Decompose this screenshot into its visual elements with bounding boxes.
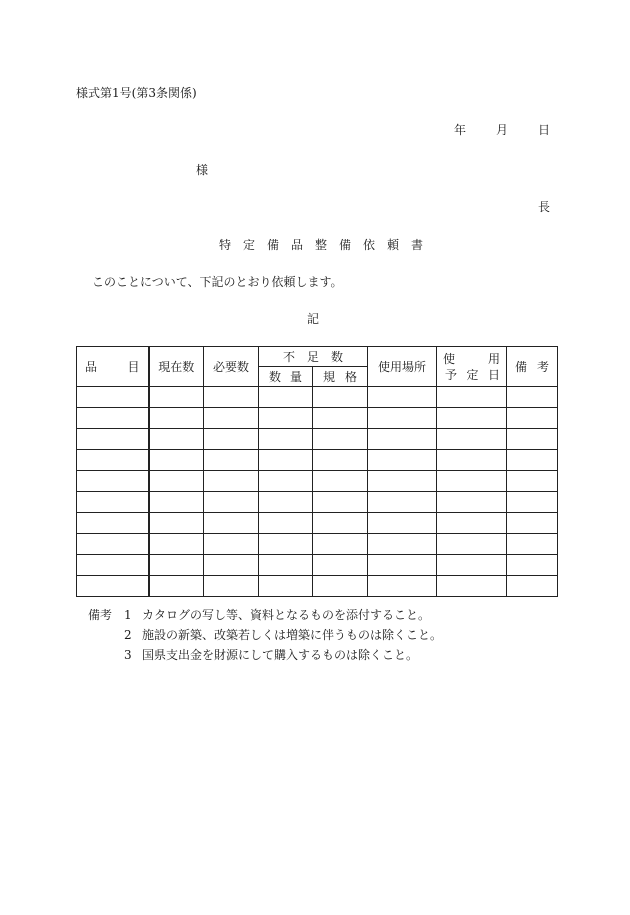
date-line — [454, 121, 550, 138]
ki-heading: 記 — [307, 312, 320, 326]
header-required: 必要数 — [204, 347, 259, 387]
table-cell[interactable] — [259, 492, 313, 513]
table-cell[interactable] — [204, 387, 259, 408]
table-cell[interactable] — [77, 387, 149, 408]
table-cell[interactable] — [313, 534, 368, 555]
table-cell[interactable] — [368, 513, 437, 534]
notes — [88, 605, 442, 665]
table-cell[interactable] — [149, 576, 204, 597]
table-row — [77, 576, 558, 597]
table-cell[interactable] — [437, 576, 507, 597]
table-cell[interactable] — [368, 492, 437, 513]
title-char: 特 — [218, 238, 231, 252]
table-cell[interactable] — [368, 429, 437, 450]
table-cell[interactable] — [149, 429, 204, 450]
title-char: 整 — [314, 238, 327, 252]
table-cell[interactable] — [259, 387, 313, 408]
table-row — [77, 534, 558, 555]
table-cell[interactable] — [437, 429, 507, 450]
table-cell[interactable] — [313, 576, 368, 597]
header-item: 品 目 — [77, 347, 149, 387]
title-char: 定 — [242, 238, 255, 252]
table-cell[interactable] — [259, 450, 313, 471]
request-table — [76, 346, 558, 597]
table-row — [77, 492, 558, 513]
sender-suffix: 長 — [537, 200, 550, 214]
header-location: 使用場所 — [368, 347, 437, 387]
table-cell[interactable] — [313, 471, 368, 492]
table-cell[interactable] — [507, 408, 558, 429]
table-cell[interactable] — [149, 450, 204, 471]
table-cell[interactable] — [204, 513, 259, 534]
table-cell[interactable] — [204, 429, 259, 450]
table-cell[interactable] — [507, 450, 558, 471]
table-cell[interactable] — [507, 429, 558, 450]
table-row — [77, 450, 558, 471]
title-char: 備 — [266, 238, 279, 252]
header-remarks: 備 考 — [507, 347, 558, 387]
table-cell[interactable] — [368, 387, 437, 408]
table-cell[interactable] — [77, 534, 149, 555]
table-cell[interactable] — [437, 534, 507, 555]
table-cell[interactable] — [313, 429, 368, 450]
table-cell[interactable] — [437, 408, 507, 429]
table-cell[interactable] — [437, 555, 507, 576]
table-cell[interactable] — [204, 576, 259, 597]
table-cell[interactable] — [259, 429, 313, 450]
table-cell[interactable] — [149, 471, 204, 492]
table-cell[interactable] — [437, 492, 507, 513]
table-cell[interactable] — [259, 471, 313, 492]
intro-text: このことについて、下記のとおり依頼します。 — [92, 275, 343, 289]
addressee-suffix: 様 — [196, 163, 209, 177]
table-cell[interactable] — [77, 429, 149, 450]
title-char: 書 — [410, 238, 423, 252]
table-cell[interactable] — [259, 408, 313, 429]
table-cell[interactable] — [259, 534, 313, 555]
table-cell[interactable] — [313, 492, 368, 513]
title-char: 頼 — [386, 238, 399, 252]
table-cell[interactable] — [507, 534, 558, 555]
table-cell[interactable] — [259, 576, 313, 597]
table-cell[interactable] — [77, 576, 149, 597]
table-cell[interactable] — [259, 555, 313, 576]
table-cell[interactable] — [507, 471, 558, 492]
header-current: 現在数 — [149, 347, 204, 387]
table-cell[interactable] — [149, 408, 204, 429]
table-cell[interactable] — [204, 534, 259, 555]
date-year: 年 — [453, 123, 466, 137]
table-cell[interactable] — [77, 471, 149, 492]
table-cell[interactable] — [204, 450, 259, 471]
table-cell[interactable] — [507, 576, 558, 597]
table-row — [77, 429, 558, 450]
note-item: 備考 1 カタログの写し等、資料となるものを添付すること。 — [88, 605, 442, 625]
table-cell[interactable] — [313, 555, 368, 576]
date-month: 月 — [495, 123, 508, 137]
table-cell[interactable] — [437, 513, 507, 534]
table-cell[interactable] — [368, 471, 437, 492]
table-cell[interactable] — [77, 513, 149, 534]
table-row — [77, 387, 558, 408]
table-cell[interactable] — [507, 387, 558, 408]
header-spec: 規 格 — [313, 367, 368, 387]
note-item: 2 施設の新築、改築若しくは増築に伴うものは除くこと。 — [124, 628, 443, 642]
table-cell[interactable] — [368, 408, 437, 429]
table-cell[interactable] — [77, 492, 149, 513]
table-cell[interactable] — [313, 513, 368, 534]
table-cell[interactable] — [368, 450, 437, 471]
table-cell[interactable] — [259, 513, 313, 534]
table-row — [77, 408, 558, 429]
notes-label: 備考 — [88, 608, 113, 622]
table-cell[interactable] — [204, 408, 259, 429]
header-shortage: 不 足 数 — [259, 347, 368, 367]
table-cell[interactable] — [204, 492, 259, 513]
table-cell[interactable] — [204, 471, 259, 492]
table-cell[interactable] — [77, 450, 149, 471]
header-use-date: 使 用 予 定 日 — [437, 347, 507, 387]
table-cell[interactable] — [149, 513, 204, 534]
title-char: 依 — [362, 238, 375, 252]
table-row — [77, 555, 558, 576]
table-cell[interactable] — [368, 576, 437, 597]
table-cell[interactable] — [149, 555, 204, 576]
table-cell[interactable] — [149, 387, 204, 408]
table-cell[interactable] — [437, 471, 507, 492]
table-row — [77, 513, 558, 534]
header-qty: 数 量 — [259, 367, 313, 387]
table-cell[interactable] — [313, 408, 368, 429]
document-title — [213, 236, 429, 253]
table-cell[interactable] — [77, 555, 149, 576]
table-cell[interactable] — [313, 450, 368, 471]
form-number: 様式第1号(第3条関係) — [76, 86, 197, 100]
table-cell[interactable] — [437, 387, 507, 408]
title-char: 備 — [338, 238, 351, 252]
date-day: 日 — [537, 123, 550, 137]
table-cell[interactable] — [149, 492, 204, 513]
table-cell[interactable] — [368, 555, 437, 576]
title-char: 品 — [290, 238, 303, 252]
table-cell[interactable] — [313, 387, 368, 408]
table-cell[interactable] — [507, 555, 558, 576]
table-cell[interactable] — [204, 555, 259, 576]
table-cell[interactable] — [437, 450, 507, 471]
table-cell[interactable] — [77, 408, 149, 429]
table-row — [77, 471, 558, 492]
table-cell[interactable] — [507, 492, 558, 513]
table-cell[interactable] — [507, 513, 558, 534]
note-item: 3 国県支出金を財源にして購入するものは除くこと。 — [124, 648, 419, 662]
table-cell[interactable] — [368, 534, 437, 555]
table-cell[interactable] — [149, 534, 204, 555]
